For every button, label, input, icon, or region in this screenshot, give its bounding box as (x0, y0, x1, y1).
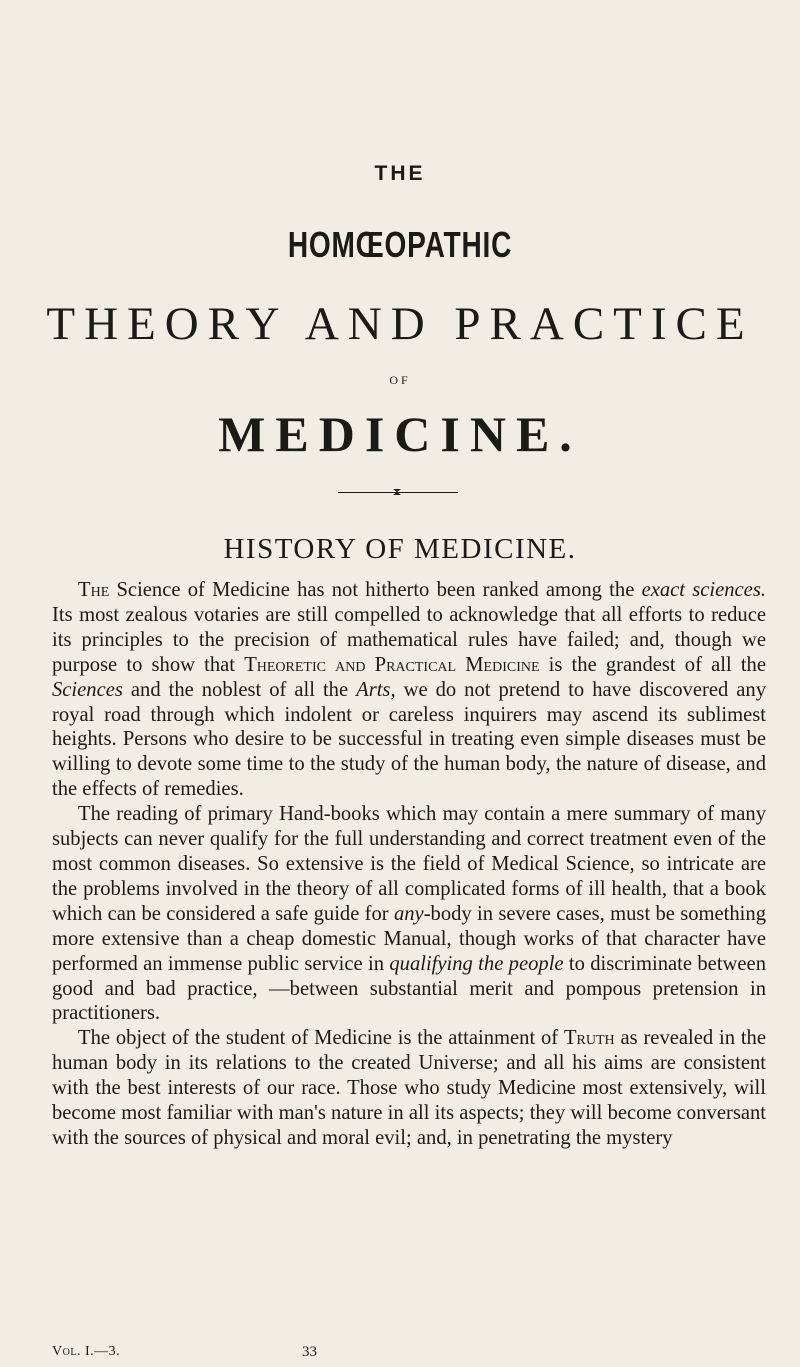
paragraph-1-text-c: is the grandest of all the (539, 653, 766, 676)
paragraph-2-text-a: The reading of primary Hand-books which may contain a mere summary of many subjects can never qualify for the full understanding and correct treatment even of the most common diseases. So extensive is the field of Medical Science, so intricate are the problems involved in the theory of all complicated forms of ill health, that a book which can be considered a safe guide for (52, 803, 766, 925)
body-text (52, 578, 766, 1151)
paragraph-1-text-d: and the noblest of all the (122, 678, 357, 701)
title-of: OF (389, 373, 411, 387)
rule-diamond-ornament (393, 489, 401, 495)
title-medicine: MEDICINE. (218, 406, 582, 462)
paragraph-3-truth: Truth (563, 1027, 615, 1050)
volume-signature: Vol. I.—3. (52, 1344, 121, 1359)
paragraph-1-lead: The (78, 579, 110, 601)
paragraph-2 (52, 802, 766, 1026)
paragraph-1-text-e: we do not pretend to have discovered any royal road through which indolent or careless inquirers may ascend its sublimest heights. Persons who desire to be successful in treating even simple diseases must be willing to devote some time to the study of the human body, the nature of disease, and the effects of remedies. (52, 678, 766, 801)
paragraph-1-arts: Arts, (356, 678, 396, 701)
paragraph-1-text-b: Its most zealous votaries are still compelled to acknowledge that all efforts to reduce its principles to the precision of mathematical rules have failed; and, though we purpose to show that (52, 603, 766, 676)
paragraph-1-sciences: Sciences (52, 678, 123, 701)
paragraph-3 (52, 1026, 766, 1151)
paragraph-2-any: any (393, 902, 424, 925)
paragraph-2-text-c: to discriminate between good and bad practice, —between substantial merit and pompous pretension in practitioners. (52, 952, 766, 1025)
title-theory-and-practice: THEORY AND PRACTICE (46, 298, 754, 350)
section-heading: HISTORY OF MEDICINE. (223, 533, 577, 565)
paragraph-1-exact-sciences: exact sciences. (641, 579, 766, 601)
paragraph-1 (52, 578, 766, 802)
title-homoeopathic: HOMŒOPATHIC (287, 224, 513, 265)
paragraph-2-text-b: -body in severe cases, must be something more extensive than a cheap domestic Manual, though works of that character have performed an immense public service in (52, 902, 766, 975)
page-number: 33 (302, 1344, 317, 1360)
paragraph-3-text-b: as revealed in the human body in its relations to the created Universe; and all his aims are consistent with the best interests of our race. Those who study Medicine most extensively, will become most familiar with man's nature in all its aspects; they will become conversant with the sources of physical and moral evil; and, in penetrating the mystery (52, 1027, 766, 1149)
title-the: THE (374, 162, 426, 185)
paragraph-2-qualifying: qualifying the people (389, 952, 564, 975)
paragraph-3-text-a: The object of the student of Medicine is the attainment of (78, 1027, 564, 1050)
paragraph-1-theoretic-practical: Theoretic and Practical Medicine (244, 653, 540, 676)
paragraph-1-text-a: Science of Medicine has not hitherto been ranked among the (109, 579, 642, 601)
